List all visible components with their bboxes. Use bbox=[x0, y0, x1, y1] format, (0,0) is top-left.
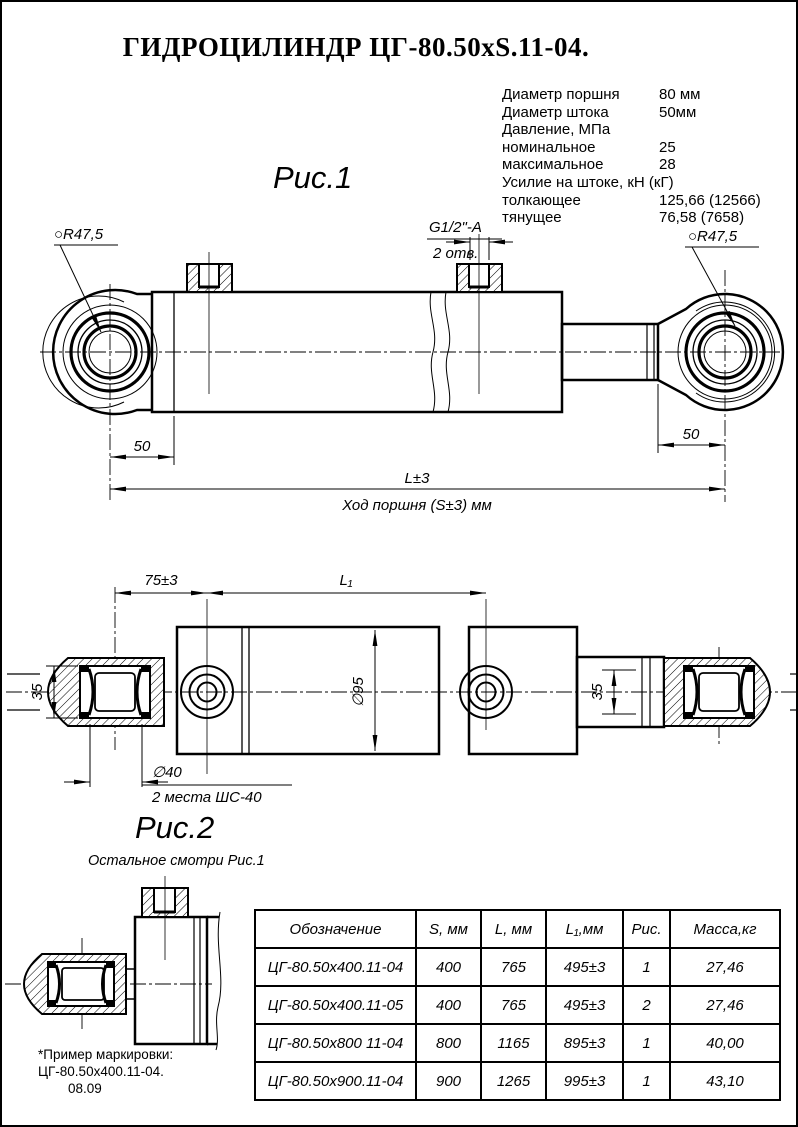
cell: 1 bbox=[623, 1024, 670, 1062]
table-row bbox=[255, 948, 780, 986]
dim-port-thread: G1/2"-A bbox=[429, 219, 482, 236]
fig2-variant-fragment bbox=[5, 876, 221, 1050]
spec-value: 76,58 (7658) bbox=[659, 209, 745, 227]
cell: 27,46 bbox=[670, 948, 780, 986]
dim-50-left: 50 bbox=[133, 438, 151, 455]
spec-label: Усилие на штоке, кН (кГ) bbox=[502, 173, 674, 191]
spec-value: 80 мм bbox=[659, 86, 701, 103]
fig1-caption: Рис.1 bbox=[273, 160, 353, 195]
cell: 1265 bbox=[481, 1062, 546, 1100]
footnote-line: ЦГ-80.50х400.11-04. bbox=[38, 1064, 164, 1079]
cell: 400 bbox=[416, 948, 481, 986]
cell: 27,46 bbox=[670, 986, 780, 1024]
cell: 765 bbox=[481, 986, 546, 1024]
spec-value: 25 bbox=[659, 138, 676, 156]
col-length: L, мм bbox=[481, 910, 546, 948]
dim-length: L±3 bbox=[404, 470, 430, 487]
col-figure: Рис. bbox=[623, 910, 670, 948]
dim-dia40: ∅40 bbox=[152, 764, 182, 781]
table-row bbox=[255, 986, 780, 1024]
cell: 800 bbox=[416, 1024, 481, 1062]
cell: 995±3 bbox=[546, 1062, 623, 1100]
cell: 900 bbox=[416, 1062, 481, 1100]
dim-L1: L₁ bbox=[339, 572, 353, 589]
cell: ЦГ-80.50х400.11-04 bbox=[255, 948, 416, 986]
cell: 2 bbox=[623, 986, 670, 1024]
fig2-view bbox=[6, 572, 797, 806]
col-stroke: S, мм bbox=[416, 910, 481, 948]
col-l1: L₁,мм bbox=[546, 910, 623, 948]
dim-bearing-note: 2 места ШС-40 bbox=[152, 789, 262, 806]
dim-50-right: 50 bbox=[682, 426, 700, 443]
col-mass: Масса,кг bbox=[670, 910, 780, 948]
spec-label: тянущее bbox=[502, 209, 562, 227]
fragment-head-block bbox=[135, 912, 221, 1050]
spec-label: Диаметр штока bbox=[502, 103, 609, 121]
fragment-bearing-lug bbox=[24, 954, 135, 1014]
cell: ЦГ-80.50х400.11-05 bbox=[255, 986, 416, 1024]
cell: 1165 bbox=[481, 1024, 546, 1062]
dim-dia95: ∅95 bbox=[350, 677, 367, 707]
cell: ЦГ-80.50х800 11-04 bbox=[255, 1024, 416, 1062]
cell: 495±3 bbox=[546, 948, 623, 986]
spec-label: максимальное bbox=[502, 156, 604, 174]
footnote-line: 08.09 bbox=[68, 1081, 102, 1096]
spec-label: Давление, МПа bbox=[502, 121, 611, 139]
size-table bbox=[254, 909, 781, 1101]
dim-35-right: 35 bbox=[589, 683, 606, 701]
spec-label: толкающее bbox=[502, 191, 581, 209]
spec-label: номинальное bbox=[502, 138, 596, 156]
table-row bbox=[255, 1062, 780, 1100]
dim-sphere-right: ○R47,5 bbox=[688, 228, 738, 245]
spec-label: Диаметр поршня bbox=[502, 86, 620, 103]
fig1-port-fitting-left bbox=[187, 252, 232, 394]
cell: 40,00 bbox=[670, 1024, 780, 1062]
fig2-body-left bbox=[177, 599, 439, 774]
break-line bbox=[216, 912, 221, 1050]
table-header-row bbox=[255, 910, 780, 948]
page-title: ГИДРОЦИЛИНДР ЦГ-80.50хS.11-04. bbox=[122, 32, 590, 62]
fig2-caption: Рис.2 bbox=[135, 810, 215, 845]
cell: 1 bbox=[623, 1062, 670, 1100]
dim-stroke-note: Ход поршня (S±3) мм bbox=[342, 497, 492, 514]
col-designation: Обозначение bbox=[255, 910, 416, 948]
dim-75: 75±3 bbox=[144, 572, 178, 589]
spec-value: 28 bbox=[659, 156, 676, 174]
cell: 1 bbox=[623, 948, 670, 986]
fig1-view bbox=[40, 219, 783, 514]
cell: 895±3 bbox=[546, 1024, 623, 1062]
dim-sphere-left: ○R47,5 bbox=[54, 226, 104, 243]
spec-value: 125,66 (12566) bbox=[659, 191, 761, 209]
dim-port-count: 2 отв. bbox=[433, 245, 479, 262]
cell: ЦГ-80.50х900.11-04 bbox=[255, 1062, 416, 1100]
cell: 400 bbox=[416, 986, 481, 1024]
spec-value: 50мм bbox=[659, 103, 697, 121]
cell: 765 bbox=[481, 948, 546, 986]
footnote-line: *Пример маркировки: bbox=[38, 1047, 174, 1062]
fragment-port-fitting bbox=[142, 876, 188, 960]
fig2-note: Остальное смотри Рис.1 bbox=[88, 853, 265, 869]
table-row bbox=[255, 1024, 780, 1062]
fig2-body-right bbox=[460, 599, 577, 754]
cell: 495±3 bbox=[546, 986, 623, 1024]
cell: 43,10 bbox=[670, 1062, 780, 1100]
marking-footnote bbox=[38, 1046, 173, 1097]
dim-35-left: 35 bbox=[29, 683, 46, 701]
